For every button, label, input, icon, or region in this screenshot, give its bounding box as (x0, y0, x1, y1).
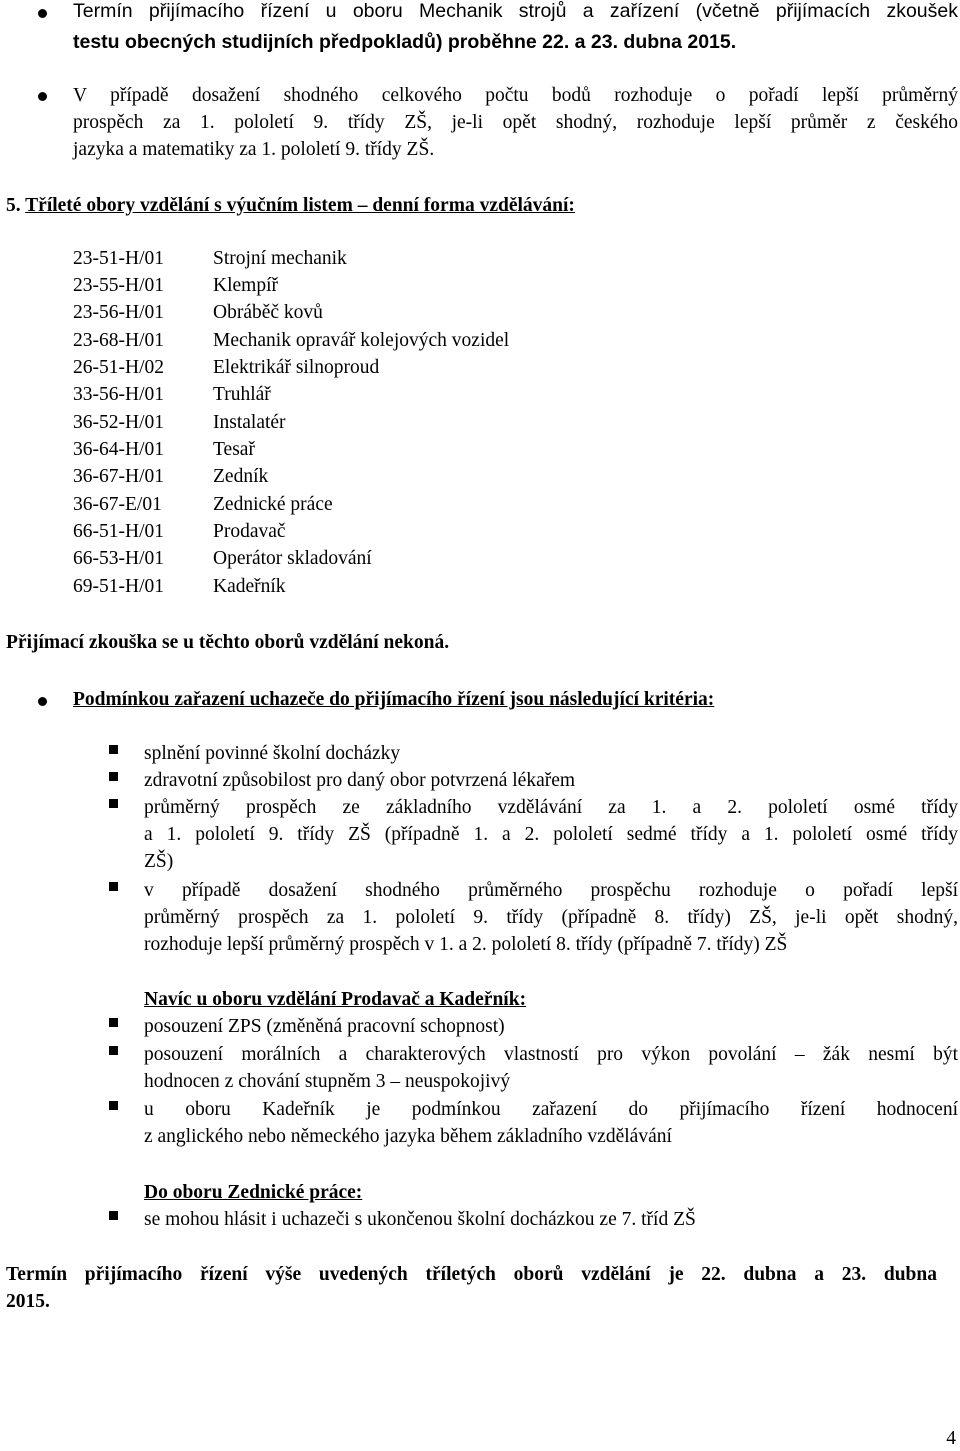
bullet-line: jazyka a matematiky za 1. pololetí 9. třídy ZŠ. (73, 139, 435, 160)
field-name: Prodavač (213, 521, 286, 542)
criteria-line: průměrný prospěch ze základního vzdělávání za 1. a 2. pololetí osmé třídy (144, 797, 958, 818)
section-number: 5. (6, 195, 21, 216)
criteria-line: a 1. pololetí 9. třídy ZŠ (případně 1. a 2. pololetí sedmé třídy a 1. pololetí osmé třídy (144, 824, 958, 845)
square-bullet (109, 799, 118, 808)
extra-line: z anglického nebo německého jazyka během základního vzdělávání (144, 1126, 672, 1147)
bullet-dot (38, 697, 47, 706)
criteria-line: ZŠ) (144, 851, 174, 872)
section-heading (6, 192, 575, 219)
square-bullet (109, 745, 118, 754)
extra-line: hodnocen z chování stupněm 3 – neuspokojivý (144, 1071, 511, 1092)
bullet-line: testu obecných studijních předpokladů) proběhne 22. a 23. dubna 2015. (73, 31, 737, 53)
field-code: 66-51-H/01 (73, 521, 164, 542)
field-name: Tesař (213, 439, 255, 460)
extra-line: u oboru Kadeřník je podmínkou zařazení do přijímacího řízení hodnocení (144, 1099, 958, 1120)
field-code: 36-67-H/01 (73, 466, 164, 487)
field-name: Instalatér (213, 412, 286, 433)
criteria-heading: Podmínkou zařazení uchazeče do přijímacího řízení jsou následující kritéria: (73, 689, 715, 710)
field-name: Operátor skladování (213, 548, 372, 569)
extra-line: posouzení morálních a charakterových vlastností pro výkon povolání – žák nesmí být (144, 1044, 958, 1065)
section-title: Tříleté obory vzdělání s výučním listem – denní forma vzdělávání: (25, 195, 575, 216)
field-code: 36-64-H/01 (73, 439, 164, 460)
square-bullet (109, 1211, 118, 1220)
field-code: 66-53-H/01 (73, 548, 164, 569)
criteria-line: průměrný prospěch za 1. pololetí 9. třídy (případně 8. třídy) ZŠ, je-li opět shodný, (144, 907, 958, 928)
field-name: Strojní mechanik (213, 248, 347, 269)
field-code: 26-51-H/02 (73, 357, 164, 378)
extra-heading: Navíc u oboru vzdělání Prodavač a Kadeřník: (144, 989, 527, 1010)
field-name: Zednické práce (213, 494, 333, 515)
field-code: 36-52-H/01 (73, 412, 164, 433)
bullet-line: prospěch za 1. pololetí 9. třídy ZŠ, je-li opět shodný, rozhoduje lepší průměr z českého (73, 112, 958, 133)
bullet-line: Termín přijímacího řízení u oboru Mechanik strojů a zařízení (včetně přijímacích zkoušek (73, 0, 958, 22)
extra-line: posouzení ZPS (změněná pracovní schopnost) (144, 1016, 505, 1037)
bullet-line: V případě dosažení shodného celkového počtu bodů rozhoduje o pořadí lepší průměrný (73, 85, 958, 106)
no-exam-note: Přijímací zkouška se u těchto oborů vzdělání nekoná. (6, 632, 450, 653)
field-name: Elektrikář silnoproud (213, 357, 380, 378)
masonry-heading: Do oboru Zednické práce: (144, 1182, 363, 1203)
field-name: Kadeřník (213, 576, 286, 597)
square-bullet (109, 1046, 118, 1055)
bullet-dot (38, 9, 47, 18)
square-bullet (109, 772, 118, 781)
criteria-line: zdravotní způsobilost pro daný obor potvrzená lékařem (144, 770, 576, 791)
square-bullet (109, 882, 118, 891)
field-code: 36-67-E/01 (73, 494, 162, 515)
field-code: 69-51-H/01 (73, 576, 164, 597)
field-code: 23-51-H/01 (73, 248, 164, 269)
field-code: 23-56-H/01 (73, 302, 164, 323)
criteria-line: rozhoduje lepší průměrný prospěch v 1. a 2. pololetí 8. třídy (případně 7. třídy) ZŠ (144, 934, 788, 955)
bullet-dot (38, 92, 47, 101)
square-bullet (109, 1018, 118, 1027)
field-name: Zedník (213, 466, 269, 487)
field-name: Mechanik opravář kolejových vozidel (213, 330, 510, 351)
field-code: 33-56-H/01 (73, 384, 164, 405)
final-note-line: 2015. (6, 1291, 50, 1312)
field-name: Obráběč kovů (213, 302, 323, 323)
page-number: 4 (946, 1428, 956, 1449)
field-code: 23-68-H/01 (73, 330, 164, 351)
field-code: 23-55-H/01 (73, 275, 164, 296)
criteria-line: splnění povinné školní docházky (144, 743, 401, 764)
field-name: Truhlář (213, 384, 271, 405)
masonry-line: se mohou hlásit i uchazeči s ukončenou školní docházkou ze 7. tříd ZŠ (144, 1209, 696, 1230)
square-bullet (109, 1101, 118, 1110)
final-note-line: Termín přijímacího řízení výše uvedených tříletých oborů vzdělání je 22. dubna a 23. dubna (6, 1264, 937, 1285)
field-name: Klempíř (213, 275, 278, 296)
criteria-line: v případě dosažení shodného průměrného prospěchu rozhoduje o pořadí lepší (144, 880, 958, 901)
